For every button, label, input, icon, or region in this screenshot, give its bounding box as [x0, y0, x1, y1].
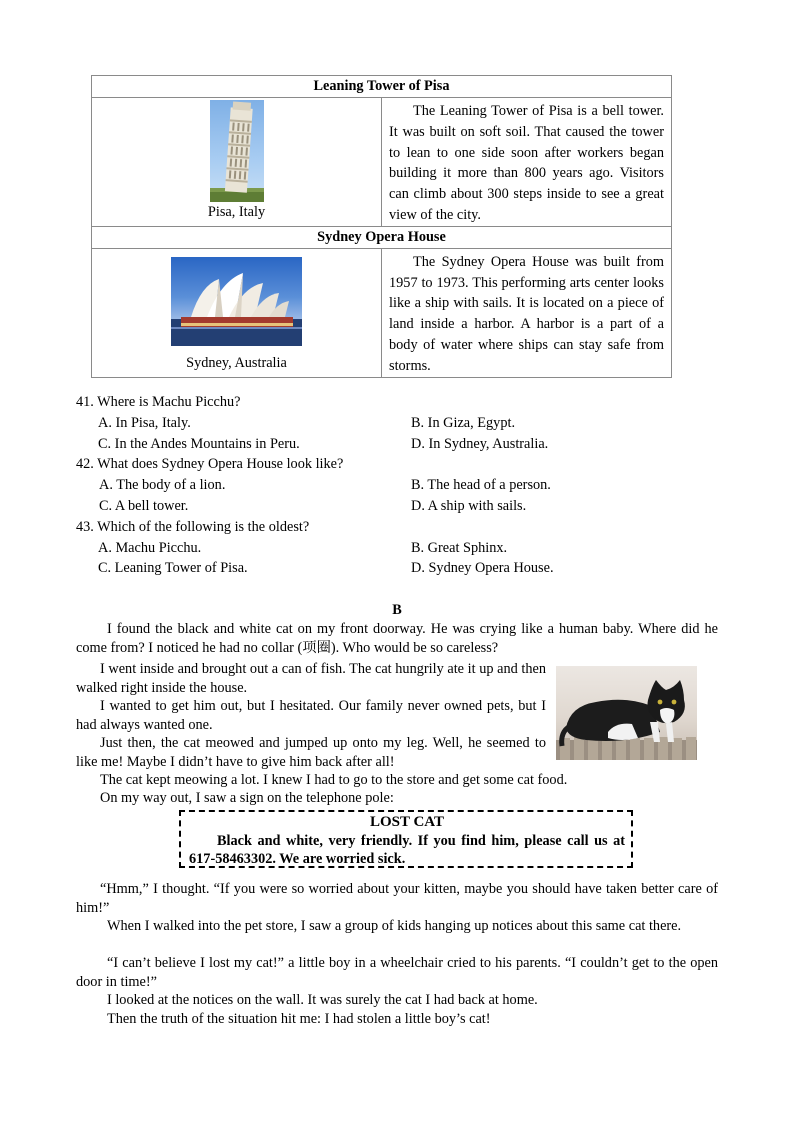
sign-body: Black and white, very friendly. If you find him, please call us at 617-58463302. We are worried sick. — [189, 832, 625, 867]
sydney-description: The Sydney Opera House was built from 1957 to 1973. This performing arts center looks like a ship with sails. It is located on a piece of land inside a harbor. A harbor is a part of a body of water where ships can stay safe from storms. — [382, 248, 672, 377]
option-b: B. In Giza, Egypt. — [411, 414, 516, 431]
paragraph: I looked at the notices on the wall. It was surely the cat I had back at home. — [107, 992, 538, 1008]
pisa-image-cell — [92, 98, 382, 227]
question-option-row — [76, 558, 736, 579]
question-option-row — [76, 538, 736, 559]
question-stem: 42. What does Sydney Opera House look like? — [76, 456, 344, 473]
sign-title: LOST CAT — [369, 814, 445, 830]
pisa-tower-photo — [210, 100, 264, 202]
paragraph: Then the truth of the situation hit me: I had stolen a little boy’s cat! — [107, 1011, 491, 1027]
question-list — [76, 392, 736, 579]
cat-photo — [556, 666, 697, 760]
pisa-caption: Pisa, Italy — [207, 204, 266, 220]
landmarks-table — [91, 75, 672, 378]
sydney-caption: Sydney, Australia — [186, 354, 287, 371]
section-heading: B — [392, 602, 402, 618]
question-stem: 41. Where is Machu Picchu? — [76, 394, 241, 410]
sydney-heading: Sydney Opera House — [92, 226, 672, 248]
paragraph: The cat kept meowing a lot. I knew I had to go to the store and get some cat food. — [100, 772, 568, 788]
option-d: D. A ship with sails. — [411, 497, 527, 514]
paragraph: Just then, the cat meowed and jumped up onto my leg. Well, he seemed to like me! Maybe I didn’t have to give him back after all! — [76, 735, 546, 770]
option-a: A. In Pisa, Italy. — [98, 414, 191, 431]
question-option-row — [76, 475, 736, 496]
pisa-description: The Leaning Tower of Pisa is a bell tower. It was built on soft soil. That caused the tower to lean to one side soon after workers began building it more than 800 years ago. Visitors can climb about 300 steps inside to see a great view of the city. — [382, 98, 672, 227]
option-a: A. Machu Picchu. — [98, 539, 202, 556]
paragraph: On my way out, I saw a sign on the telephone pole: — [100, 790, 394, 806]
paragraph: When I walked into the pet store, I saw a group of kids hanging up notices about this same cat there. — [107, 918, 682, 934]
pisa-row — [92, 98, 672, 227]
sydney-image-cell — [92, 248, 382, 377]
pisa-heading: Leaning Tower of Pisa — [92, 76, 672, 98]
option-c: C. Leaning Tower of Pisa. — [98, 560, 248, 577]
option-c: C. In the Andes Mountains in Peru. — [98, 435, 300, 452]
option-d: D. In Sydney, Australia. — [411, 435, 549, 452]
option-d: D. Sydney Opera House. — [411, 560, 554, 577]
option-b: B. Great Sphinx. — [411, 539, 508, 556]
paragraph: I wanted to get him out, but I hesitated. Our family never owned pets, but I had always wanted one. — [76, 698, 546, 733]
option-b: B. The head of a person. — [411, 477, 551, 494]
pisa-heading-row — [92, 76, 672, 98]
paragraph: “Hmm,” I thought. “If you were so worried about your kitten, maybe you should have taken better care of him!” — [76, 881, 718, 916]
question-option-row — [76, 434, 736, 455]
lost-cat-sign — [179, 810, 633, 868]
paragraph: I found the black and white cat on my front doorway. He was crying like a human baby. Where did he come from? I noticed he had no collar (项圈). Who would be so careless? — [76, 621, 718, 656]
sydney-heading-row — [92, 226, 672, 248]
paragraph: “I can’t believe I lost my cat!” a little boy in a wheelchair cried to his parents. “I couldn’t get to the open door in time!” — [76, 955, 718, 990]
question-stem: 43. Which of the following is the oldest? — [76, 518, 310, 535]
option-a: A. The body of a lion. — [99, 477, 226, 494]
question-option-row — [76, 496, 736, 517]
option-c: C. A bell tower. — [99, 497, 189, 514]
sydney-row — [92, 248, 672, 377]
paragraph: I went inside and brought out a can of fish. The cat hungrily ate it up and then walked right inside the house. — [76, 661, 546, 696]
question-option-row — [76, 413, 736, 434]
sydney-opera-house-photo — [171, 257, 302, 346]
